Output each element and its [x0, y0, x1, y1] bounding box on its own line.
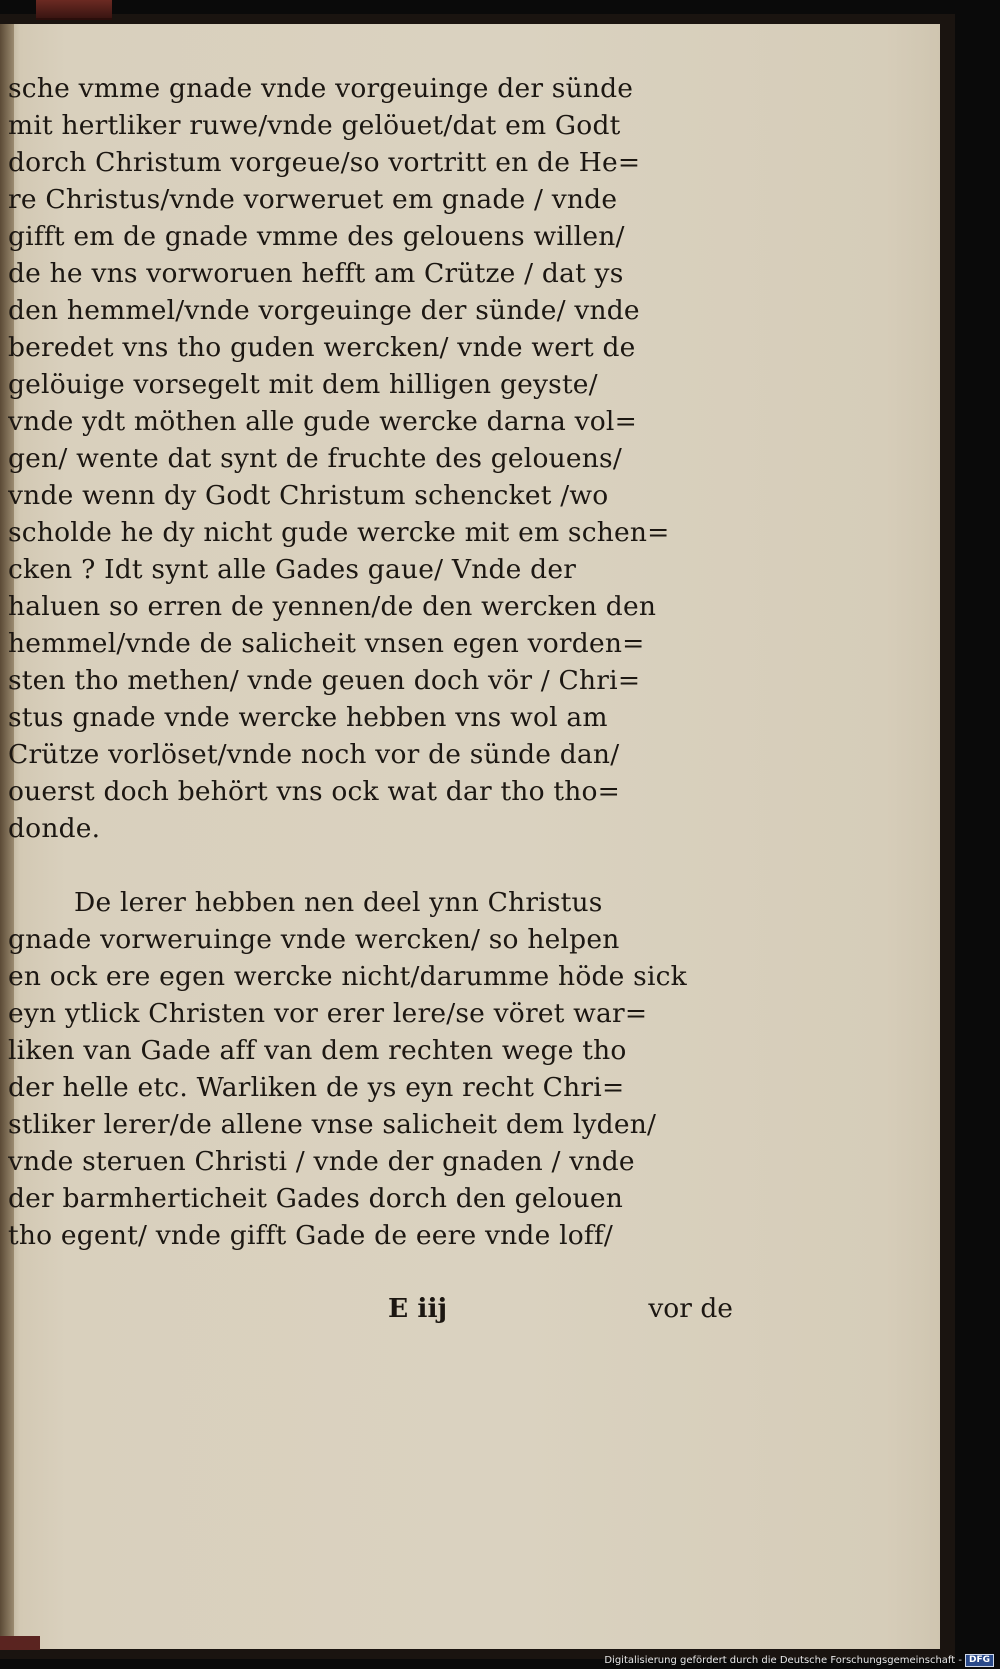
- text-line: vnde ydt möthen alle gude wercke darna vol=: [8, 406, 638, 437]
- page-text: [8, 70, 733, 1254]
- bookmark-ribbon-top: [36, 0, 112, 20]
- text-line: vnde wenn dy Godt Christum schencket /wo: [8, 480, 609, 511]
- paragraph-gap: [8, 847, 733, 884]
- text-line: der barmhertichеit Gades dorch den gelouen: [8, 1183, 623, 1214]
- text-line: den hemmel/vnde vorgeuinge der sünde/ vnde: [8, 295, 640, 326]
- text-line: sten tho methen/ vnde geuen doch vör / Chri=: [8, 665, 641, 696]
- text-line: gen/ wente dat synt de fruchte des gelouens/: [8, 443, 622, 474]
- text-line: eyn ytlick Christen vor erer lere/se vöret war=: [8, 998, 648, 1029]
- page-footer: [8, 1290, 733, 1327]
- text-line: donde.: [8, 813, 101, 844]
- catchword: vor de: [648, 1293, 733, 1324]
- text-line: De lerer hebben nen deel ynn Christus: [74, 887, 603, 918]
- text-line: vnde steruen Christi / vnde der gnaden / vnde: [8, 1146, 635, 1177]
- dfg-logo: DFG: [965, 1654, 994, 1667]
- text-line: hemmel/vnde de salicheit vnsen egen vorden=: [8, 628, 645, 659]
- text-line: stliker lerer/de allene vnse salicheit dem lyden/: [8, 1109, 657, 1140]
- text-line: dorch Christum vorgeue/so vortritt en de He=: [8, 147, 641, 178]
- text-line: scholde he dy nicht gude wercke mit em schen=: [8, 517, 670, 548]
- text-line: mit hertliker ruwe/vnde gelöuet/dat em Godt: [8, 110, 621, 141]
- text-line: cken ? Idt synt alle Gades gaue/ Vnde der: [8, 554, 577, 585]
- text-line: de he vns vorworuen hefft am Crütze / dat ys: [8, 258, 624, 289]
- bookmark-ribbon-bottom: [0, 1636, 40, 1650]
- signature-mark: E iij: [388, 1293, 448, 1324]
- credit-text: Digitalisierung gefördert durch die Deutsche Forschungsgemeinschaft -: [604, 1655, 962, 1666]
- text-line: tho egent/ vnde gifft Gade de eere vnde loff/: [8, 1220, 614, 1251]
- digitization-credit: [604, 1654, 994, 1667]
- text-line: gelöuige vorsegelt mit dem hilligen geyste/: [8, 369, 598, 400]
- text-line: haluen so erren de yennen/de den wercken den: [8, 591, 657, 622]
- text-line: en ock ere egen wercke nicht/darumme hödе sick: [8, 961, 687, 992]
- text-line: beredet vns tho guden wercken/ vnde wert de: [8, 332, 636, 363]
- text-line: liken van Gade aff van dem rechten wege tho: [8, 1035, 627, 1066]
- text-line: re Christus/vnde vorweruet em gnade / vnde: [8, 184, 618, 215]
- text-line: stus gnade vnde wercke hebben vns wol am: [8, 702, 608, 733]
- text-line: gnade vorweruinge vnde wercken/ so helpen: [8, 924, 620, 955]
- text-line: ouerst doch behört vns ock wat dar tho tho=: [8, 776, 621, 807]
- text-line: sche vmme gnade vnde vorgeuinge der sünde: [8, 73, 634, 104]
- text-line: gifft em de gnade vmme des gelouens willen/: [8, 221, 625, 252]
- text-line: Crütze vorlöset/vnde noch vor de sünde dan/: [8, 739, 620, 770]
- text-line: der helle etc. Warliken de ys eyn recht Chri=: [8, 1072, 625, 1103]
